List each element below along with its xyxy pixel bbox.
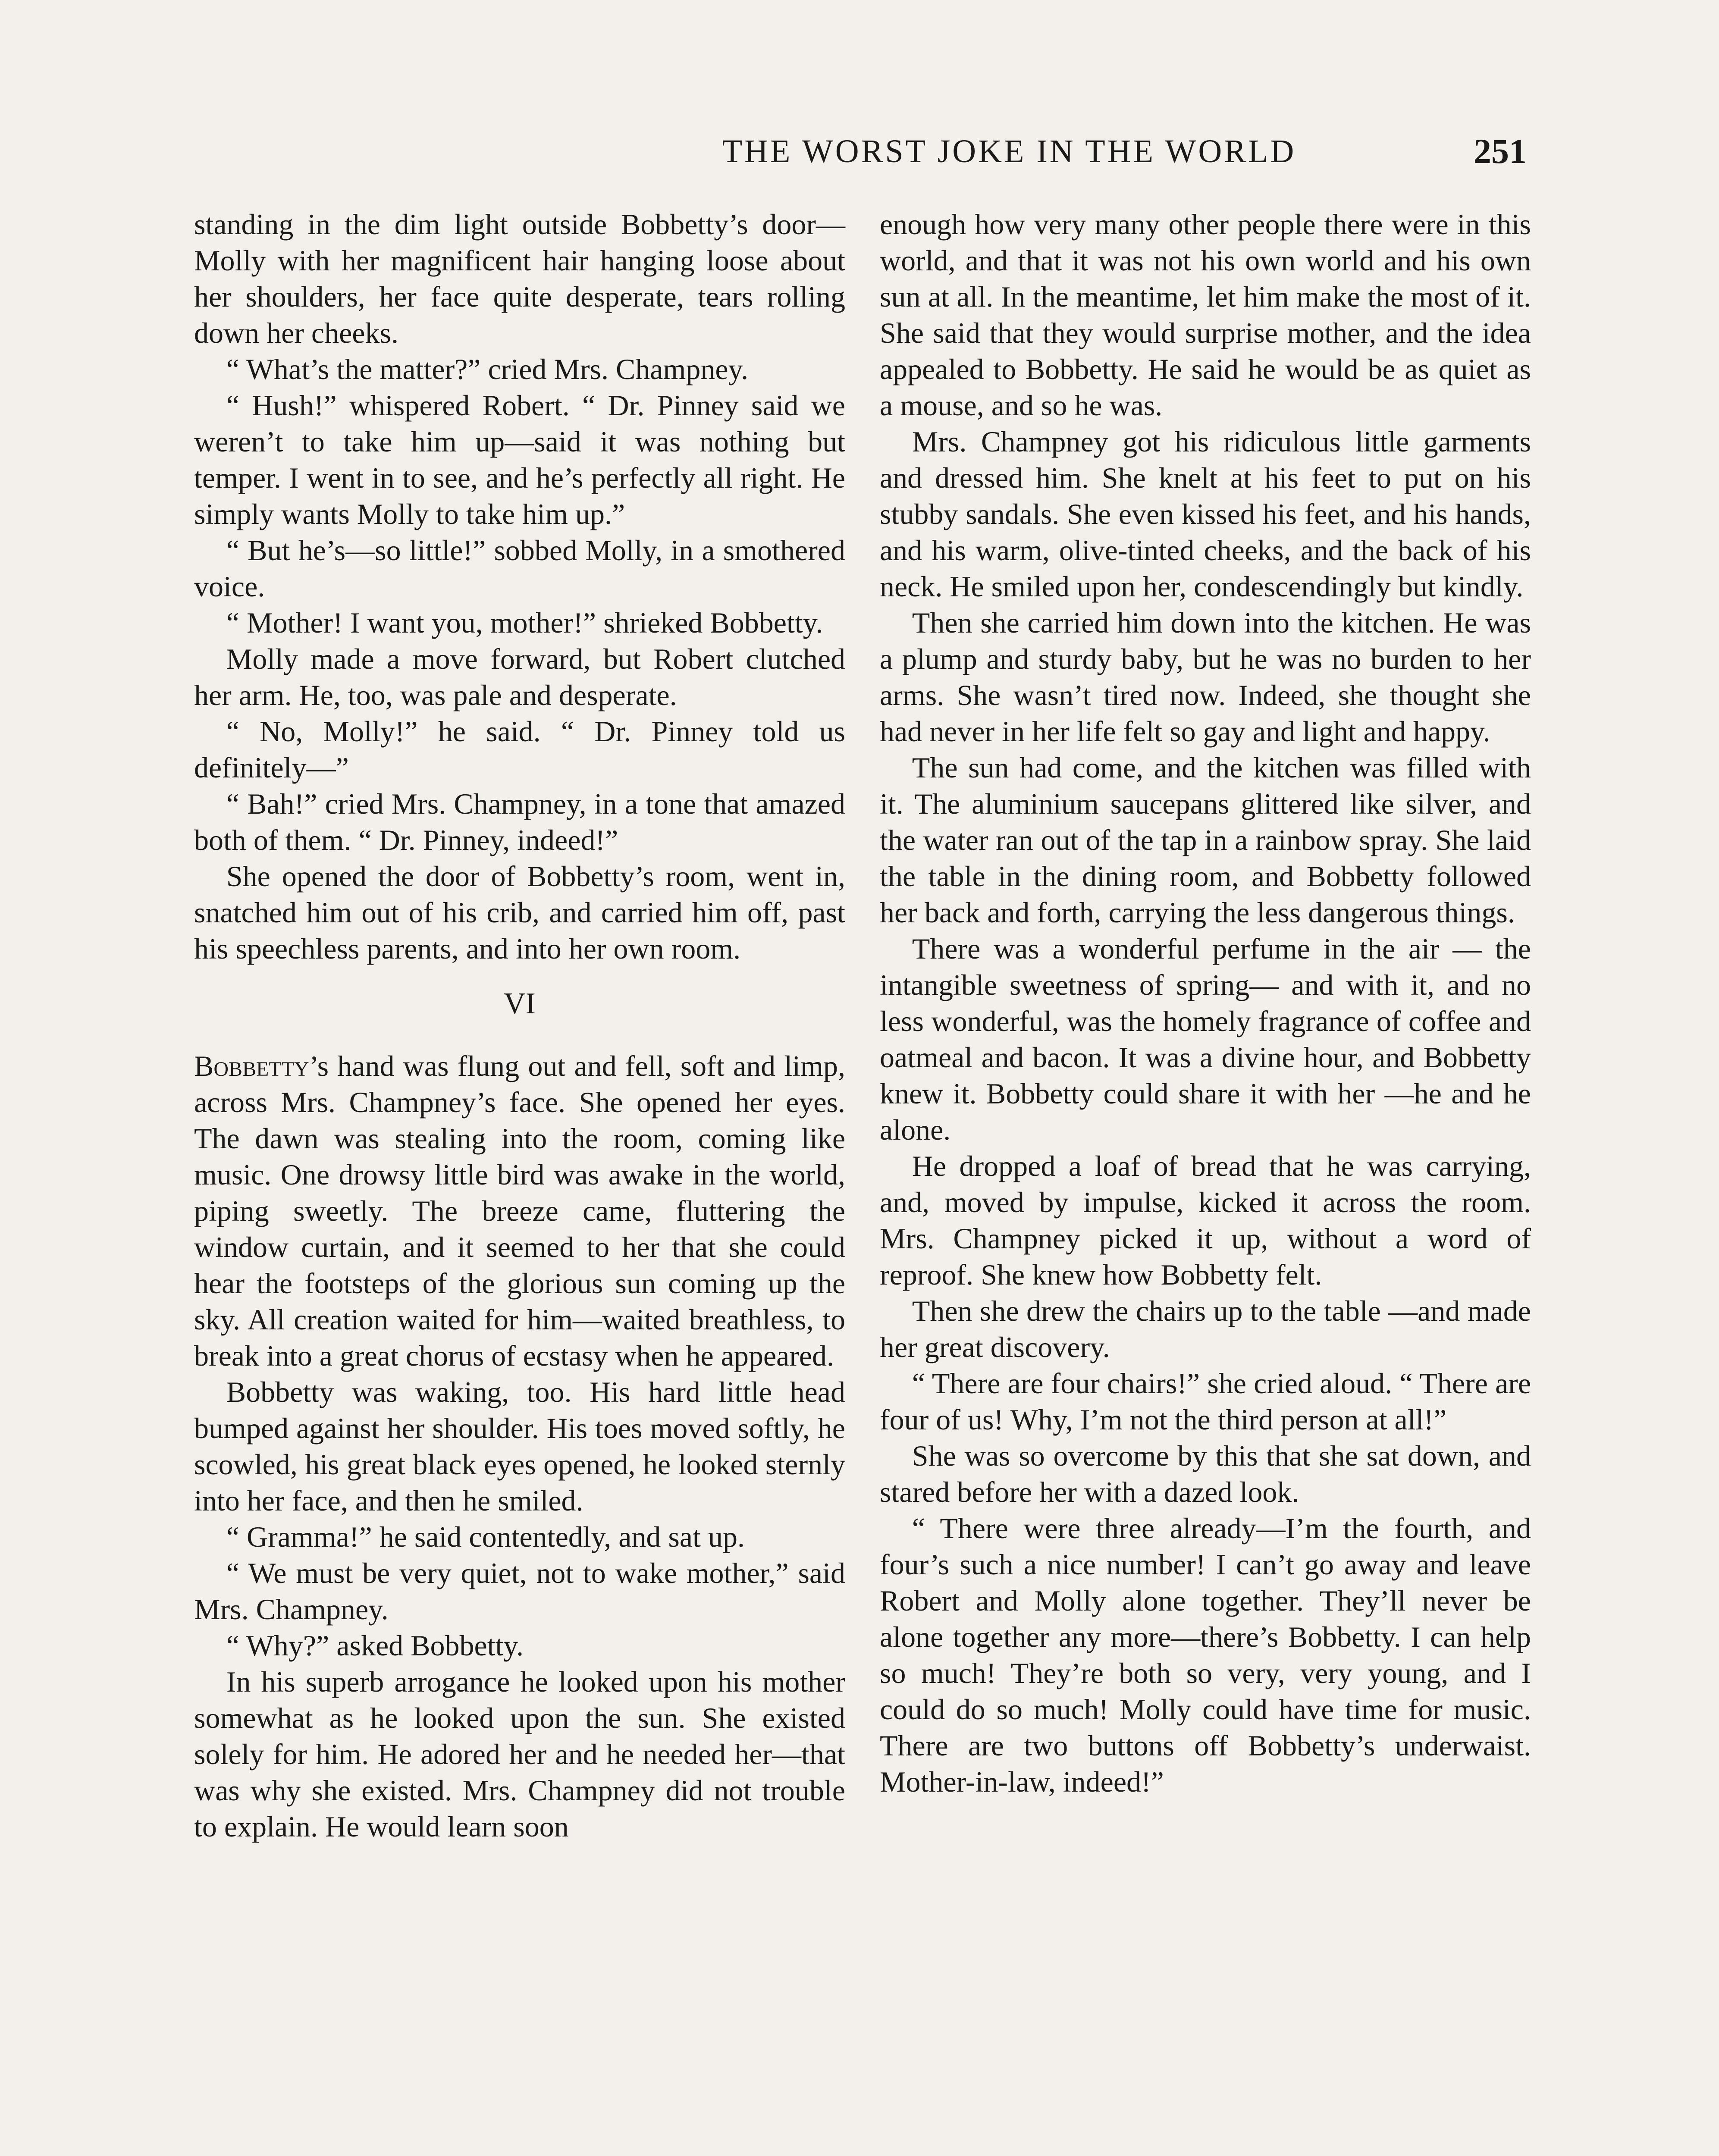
paragraph: “ Mother! I want you, mother!” shrieked Bobbetty. bbox=[226, 606, 823, 639]
section-opening-paragraph bbox=[194, 1048, 845, 1374]
paragraph: “ No, Molly!” he said. “ Dr. Pinney told us definitely—” bbox=[194, 715, 845, 784]
paragraph: Mrs. Champney got his ridiculous little garments and dressed him. She knelt at his feet to put on his stubby sandals. She even kissed his feet, and his hands, and his warm, olive-tinted cheeks, and the back of his neck. He smiled upon her, condescendingly but kindly. bbox=[880, 425, 1531, 603]
paragraph: “ Bah!” cried Mrs. Champney, in a tone that amazed both of them. “ Dr. Pinney, indeed!” bbox=[194, 787, 845, 856]
left-column bbox=[194, 206, 845, 1845]
paragraph: The sun had come, and the kitchen was filled with it. The aluminium saucepans glittered like silver, and the water ran out of the tap in a rainbow spray. She laid the table in the dining room, and Bobbetty followed her back and forth, carrying the less dangerous things. bbox=[880, 751, 1531, 929]
section-first-rest: ’s hand was flung out and fell, soft and limp, across Mrs. Champney’s face. She opened her eyes. The dawn was stealing into the room, coming like music. One drowsy little bird was awake in the world, piping sweetly. The breeze came, fluttering the window curtain, and it seemed to her that she could hear the footsteps of the glorious sun coming up the sky. All creation waited for him—waited breathless, to break into a great chorus of ecstasy when he appeared. bbox=[194, 1050, 845, 1372]
paragraph: She opened the door of Bobbetty’s room, went in, snatched him out of his crib, and carried him off, past his speechless parents, and into her own room. bbox=[194, 860, 845, 965]
paragraph: “ There are four chairs!” she cried aloud. “ There are four of us! Why, I’m not the third person at all!” bbox=[880, 1367, 1531, 1436]
paragraph: “ We must be very quiet, not to wake mother,” said Mrs. Champney. bbox=[194, 1557, 845, 1626]
paragraph: “ What’s the matter?” cried Mrs. Champney. bbox=[226, 353, 749, 385]
paragraph: He dropped a loaf of bread that he was carrying, and, moved by impulse, kicked it across the room. Mrs. Champney picked it up, without a word of reproof. She knew how Bobbetty felt. bbox=[880, 1150, 1531, 1291]
paragraph-continuation: enough how very many other people there were in this world, and that it was not his own world and his own sun at all. In the meantime, let him make the most of it. She said that they would surprise mother, and the idea appealed to Bobbetty. He said he would be as quiet as a mouse, and so he was. bbox=[880, 208, 1531, 422]
paragraph: “ But he’s—so little!” sobbed Molly, in a smothered voice. bbox=[194, 534, 845, 603]
paragraph: “ Why?” asked Bobbetty. bbox=[226, 1629, 524, 1662]
page-number: 251 bbox=[1474, 132, 1527, 171]
paragraph: There was a wonderful perfume in the air — the intangible sweetness of spring— and with it, and no less wonderful, was the homely fragrance of coffee and oatmeal and bacon. It was a divine hour, and Bobbetty knew it. Bobbetty could share it with her —he and he alone. bbox=[880, 932, 1531, 1146]
section-first-word: Bobbetty bbox=[194, 1050, 309, 1082]
paragraph: Bobbetty was waking, too. His hard little head bumped against her shoulder. His toes moved softly, he scowled, his great black eyes opened, he looked sternly into her face, and then he smiled. bbox=[194, 1376, 845, 1517]
paragraph: “ Hush!” whispered Robert. “ Dr. Pinney said we weren’t to take him up—said it was nothing but temper. I went in to see, and he’s perfectly all right. He simply wants Molly to take him up.” bbox=[194, 389, 845, 530]
paragraph: Then she carried him down into the kitchen. He was a plump and sturdy baby, but he was no burden to her arms. She wasn’t tired now. Indeed, she thought she had never in her life felt so gay and light and happy. bbox=[880, 606, 1531, 748]
paragraph: She was so overcome by this that she sat down, and stared before her with a dazed look. bbox=[880, 1439, 1531, 1508]
paragraph: “ There were three already—I’m the fourth, and four’s such a nice number! I can’t go away and leave Robert and Molly alone together. They’ll never be alone together any more—there’s Bobbetty. I can help so much! They’re both so very, very young, and I could do so much! Molly could have time for music. There are two buttons off Bobbetty’s underwaist. Mother-in-law, indeed!” bbox=[880, 1512, 1531, 1798]
paragraph: Then she drew the chairs up to the table —and made her great discovery. bbox=[880, 1294, 1531, 1363]
running-title: THE WORST JOKE IN THE WORLD bbox=[722, 133, 1296, 169]
paragraph: In his superb arrogance he looked upon his mother somewhat as he looked upon the sun. She existed solely for him. He adored her and he needed her—that was why she existed. Mrs. Champney did not trouble to explain. He would learn soon bbox=[194, 1665, 845, 1843]
paragraph: “ Gramma!” he said contentedly, and sat up. bbox=[226, 1520, 745, 1553]
section-heading: VI bbox=[504, 987, 536, 1020]
paragraph: standing in the dim light outside Bobbetty’s door—Molly with her magnificent hair hanging loose about her shoulders, her face quite desperate, tears rolling down her cheeks. bbox=[194, 208, 845, 349]
paragraph: Molly made a move forward, but Robert clutched her arm. He, too, was pale and desperate. bbox=[194, 642, 845, 711]
right-column bbox=[880, 206, 1531, 1800]
